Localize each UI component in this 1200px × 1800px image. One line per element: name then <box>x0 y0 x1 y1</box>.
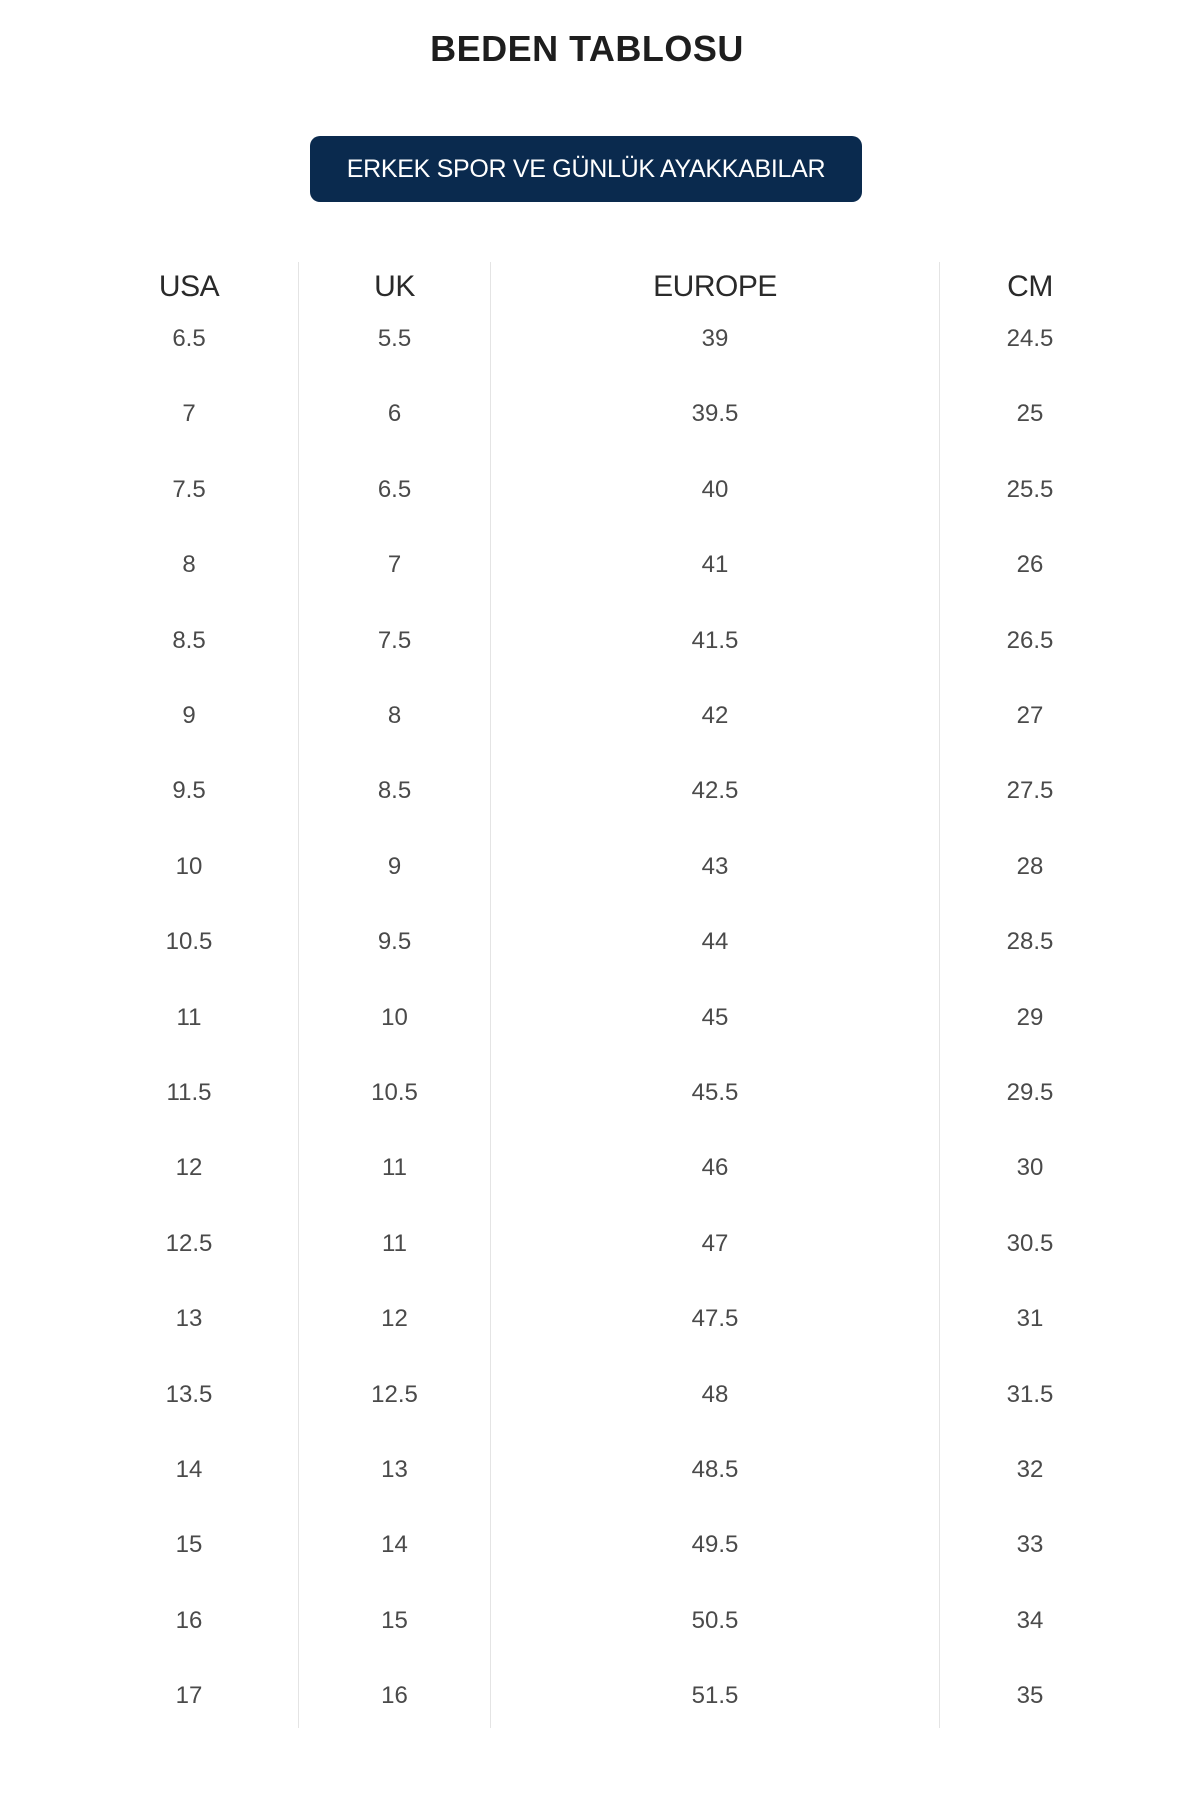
size-cell-cm: 33 <box>1016 1531 1044 1559</box>
size-cell-europe: 45 <box>701 1003 729 1031</box>
size-cell-usa: 11 <box>176 1003 202 1031</box>
page-title: BEDEN TABLOSU <box>430 28 744 69</box>
size-cell-usa: 15 <box>175 1531 203 1559</box>
size-cell-usa: 9 <box>182 702 196 729</box>
size-cell-usa: 11.5 <box>166 1079 212 1106</box>
size-cell-uk: 7.5 <box>377 626 412 654</box>
size-cell-cm: 29.5 <box>1006 1079 1054 1106</box>
size-cell-europe: 48 <box>701 1380 729 1408</box>
size-cell-europe: 43 <box>701 852 729 880</box>
size-cell-europe: 40 <box>701 475 729 503</box>
size-cell-usa: 10.5 <box>165 928 213 956</box>
size-cell-europe: 42 <box>701 702 729 729</box>
size-cell-uk: 12 <box>381 1305 408 1333</box>
size-cell-uk: 5.5 <box>377 325 412 352</box>
size-cell-usa: 9.5 <box>172 777 206 805</box>
size-cell-europe: 48.5 <box>691 1456 739 1483</box>
size-cell-usa: 8.5 <box>172 626 206 654</box>
size-cell-cm: 32 <box>1016 1456 1044 1483</box>
size-cell-usa: 7.5 <box>172 475 206 503</box>
size-cell-uk: 11 <box>382 1154 407 1182</box>
size-cell-uk: 15 <box>381 1606 408 1634</box>
size-cell-usa: 7 <box>182 400 196 428</box>
size-cell-cm: 31.5 <box>1006 1380 1054 1408</box>
size-cell-cm: 35 <box>1016 1682 1044 1710</box>
header-europe: EUROPE <box>653 270 777 303</box>
size-cell-cm: 24.5 <box>1006 325 1054 352</box>
size-cell-usa: 10 <box>175 852 203 880</box>
size-cell-cm: 31 <box>1016 1305 1044 1333</box>
size-cell-uk: 16 <box>381 1682 408 1710</box>
column-cm <box>940 262 1120 1728</box>
size-cell-cm: 34 <box>1016 1606 1044 1634</box>
size-cell-uk: 14 <box>381 1531 408 1559</box>
size-cell-cm: 27 <box>1016 702 1044 729</box>
size-cell-usa: 6.5 <box>172 325 206 352</box>
size-cell-uk: 6 <box>387 400 402 428</box>
size-cell-europe: 47.5 <box>691 1305 739 1333</box>
size-cell-usa: 14 <box>175 1456 203 1483</box>
size-cell-uk: 12.5 <box>371 1380 418 1408</box>
size-cell-usa: 12.5 <box>165 1229 213 1257</box>
size-cell-cm: 26.5 <box>1006 626 1054 654</box>
size-cell-usa: 16 <box>175 1606 203 1634</box>
size-cell-cm: 28 <box>1016 852 1044 880</box>
size-cell-uk: 8 <box>387 702 402 729</box>
size-cell-europe: 44 <box>701 928 729 956</box>
size-cell-europe: 45.5 <box>691 1079 739 1106</box>
size-cell-usa: 13.5 <box>165 1380 213 1408</box>
size-cell-europe: 39 <box>701 325 729 352</box>
size-cell-usa: 8 <box>182 551 196 579</box>
size-cell-uk: 9.5 <box>377 928 412 956</box>
size-cell-europe: 50.5 <box>691 1606 739 1634</box>
size-cell-cm: 30.5 <box>1006 1229 1054 1257</box>
size-cell-uk: 13 <box>381 1456 408 1483</box>
column-europe <box>491 262 939 1728</box>
size-cell-europe: 41.5 <box>691 626 739 654</box>
size-table <box>80 262 1120 1728</box>
column-usa <box>80 262 298 1728</box>
size-cell-cm: 30 <box>1016 1154 1044 1182</box>
size-cell-uk: 10.5 <box>371 1079 418 1106</box>
size-cell-cm: 28.5 <box>1006 928 1054 956</box>
size-cell-europe: 49.5 <box>691 1531 739 1559</box>
header-usa: USA <box>158 270 220 303</box>
size-cell-europe: 46 <box>701 1154 729 1182</box>
size-cell-cm: 26 <box>1016 551 1044 579</box>
size-cell-cm: 27.5 <box>1006 777 1054 805</box>
size-cell-europe: 41 <box>701 551 729 579</box>
size-cell-uk: 8.5 <box>377 777 412 805</box>
size-cell-europe: 51.5 <box>691 1682 739 1710</box>
size-cell-usa: 13 <box>175 1305 203 1333</box>
size-cell-uk: 10 <box>381 1003 408 1031</box>
category-tab-erkek-spor[interactable]: ERKEK SPOR VE GÜNLÜK AYAKKABILAR <box>310 136 862 202</box>
column-uk <box>299 262 490 1728</box>
size-cell-cm: 25 <box>1016 400 1044 428</box>
size-cell-europe: 39.5 <box>691 400 739 428</box>
header-cm: CM <box>1007 270 1053 303</box>
size-cell-usa: 12 <box>175 1154 203 1182</box>
size-cell-cm: 29 <box>1016 1003 1044 1031</box>
size-cell-uk: 6.5 <box>377 475 412 503</box>
size-cell-uk: 9 <box>387 852 402 880</box>
size-cell-uk: 7 <box>387 551 402 579</box>
size-cell-cm: 25.5 <box>1006 475 1054 503</box>
size-cell-europe: 42.5 <box>691 777 739 805</box>
size-cell-usa: 17 <box>175 1682 203 1710</box>
size-cell-europe: 47 <box>701 1229 729 1257</box>
size-cell-uk: 11 <box>382 1229 407 1257</box>
header-uk: UK <box>374 270 415 303</box>
